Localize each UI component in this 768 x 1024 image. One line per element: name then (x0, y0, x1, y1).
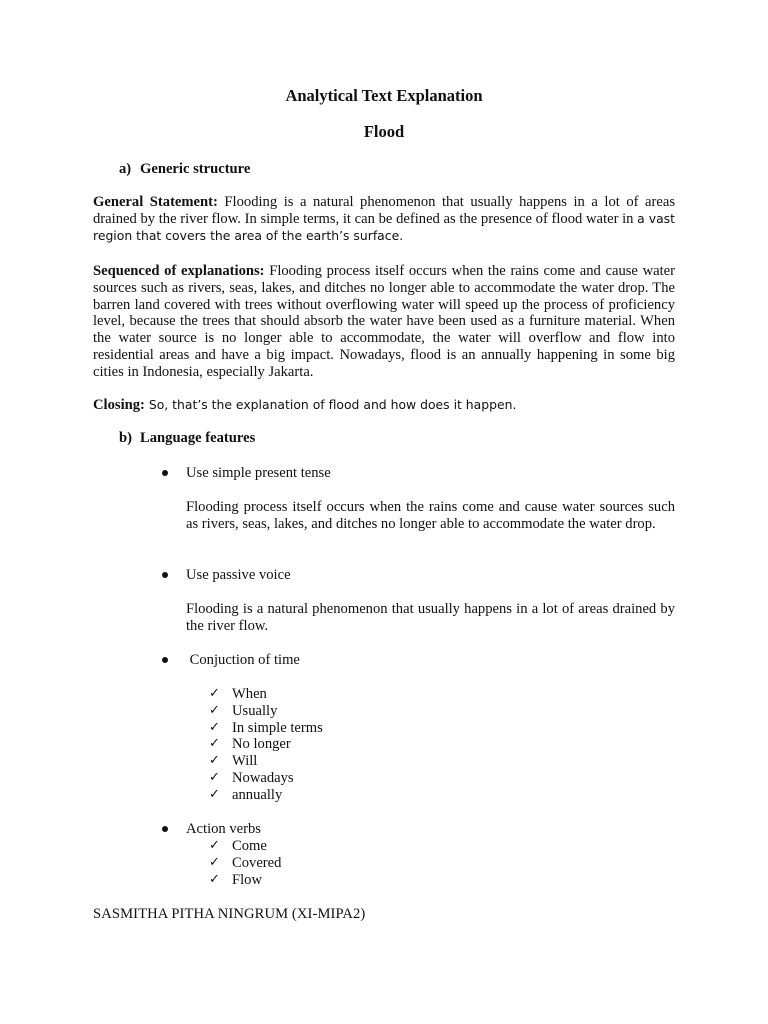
feature-label: Action verbs (186, 821, 261, 837)
checkmark-icon: ✓ (209, 854, 220, 870)
section-b-heading: Language features (140, 430, 256, 446)
closing-text: So, that’s the explanation of flood and how does it happen. (144, 397, 517, 412)
list-item: ✓ Come (209, 838, 267, 854)
list-item: ✓ Will (209, 753, 258, 770)
checkmark-icon: ✓ (209, 871, 220, 887)
feature-example: Flooding is a natural phenomenon that usually happens in a lot of areas drained by the river flow. (186, 601, 675, 634)
bullet-icon (162, 572, 168, 578)
checkmark-icon: ✓ (209, 686, 220, 701)
general-statement-label: General Statement: (93, 194, 218, 210)
checkmark-icon: ✓ (209, 838, 220, 853)
list-item: ✓ In simple terms (209, 719, 323, 736)
checkmark-icon: ✓ (209, 753, 220, 769)
checkmark-icon: ✓ (209, 769, 220, 785)
feature-example: Flooding process itself occurs when the rains come and cause water sources such as rivers, seas, lakes, and ditches no longer able to accommodate the water drop. (186, 499, 675, 532)
checkmark-icon: ✓ (209, 736, 220, 752)
bullet-icon (162, 657, 168, 663)
general-statement-text-tail: a vast region that covers the area of the earth’s surface. (93, 210, 675, 243)
list-item: ✓ Nowadays (209, 769, 294, 786)
feature-label: Conjuction of time (186, 652, 300, 668)
action-verbs-list (209, 838, 281, 888)
list-item: ✓ When (209, 686, 267, 702)
general-statement-paragraph (93, 194, 675, 244)
page-footer-author: SASMITHA PITHA NINGRUM (XI-MIPA2) (93, 906, 366, 922)
section-a-marker: a) (119, 161, 132, 177)
list-item: ✓ Covered (209, 854, 282, 871)
list-item: ✓ No longer (209, 736, 291, 753)
general-statement-text: Flooding is a natural phenomenon that usually happens in a lot of areas drained by the river flow. In simple terms, it can be defined as the presence of flood water in (93, 194, 676, 227)
closing-paragraph (93, 397, 675, 414)
sequenced-paragraph (93, 263, 675, 381)
bullet-icon (162, 826, 168, 832)
conjunction-list (209, 686, 323, 804)
checkmark-icon: ✓ (209, 719, 220, 735)
list-item: ✓ Flow (209, 871, 263, 888)
page-title: Analytical Text Explanation (285, 86, 483, 105)
sequenced-text: Flooding process itself occurs when the rains come and cause water sources such as rivers, seas, lakes, and ditches no longer able to accommodate the water drop. The barren land covered with trees without overflowing water will speed up the process of proficiency level, because the trees that should absorb the water have been used as a furniture material. When the water source is no longer able to accommodate, the water will overflow and flow into residential areas and have a big impact. Nowadays, flood is an annually happening in some big cities in Indonesia, especially Jakarta. (93, 263, 675, 380)
closing-label: Closing: (93, 397, 145, 413)
list-item: ✓ Usually (209, 702, 278, 719)
page-subtitle: Flood (363, 122, 405, 141)
list-item: ✓ annually (209, 786, 283, 803)
checkmark-icon: ✓ (209, 786, 220, 802)
feature-label: Use passive voice (186, 567, 291, 583)
sequenced-label: Sequenced of explanations: (93, 263, 265, 279)
checkmark-icon: ✓ (209, 702, 220, 718)
section-a-heading: Generic structure (140, 161, 251, 177)
bullet-icon (162, 470, 168, 476)
feature-label: Use simple present tense (186, 465, 331, 481)
section-b-marker: b) (119, 430, 132, 446)
